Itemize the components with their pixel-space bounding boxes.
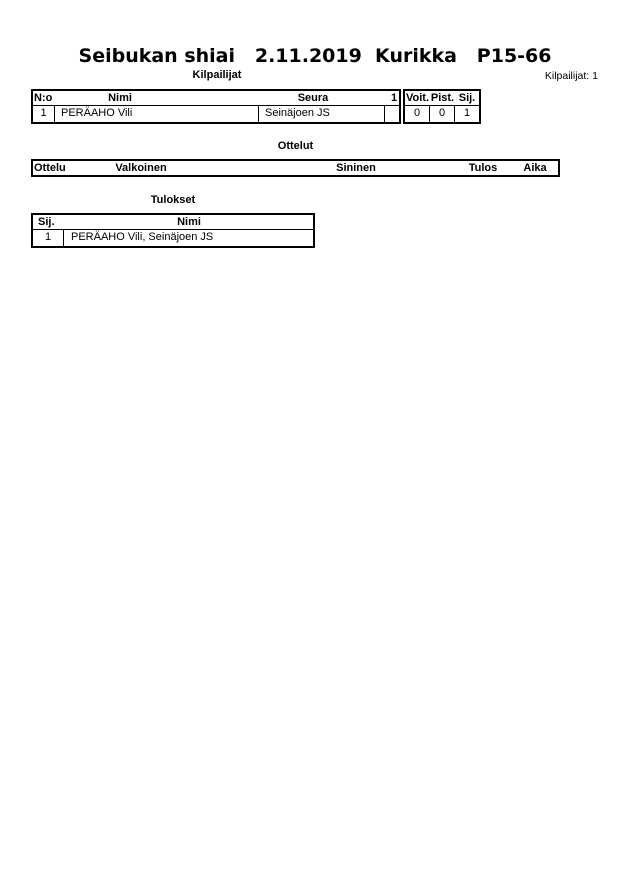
final-results-header (33, 215, 313, 230)
col-header-white: Valkoinen (115, 162, 167, 174)
col-header-place: Sij. (458, 92, 476, 104)
matches-table (31, 159, 560, 177)
cell-final-place: 1 (33, 230, 64, 246)
competitor-row (33, 106, 399, 122)
standings-row (405, 106, 479, 122)
col-header-match1: 1 (390, 92, 398, 104)
col-header-club: Seura (297, 92, 329, 104)
cell-place: 1 (463, 107, 471, 119)
matches-table-header (33, 161, 558, 175)
cell-competitor-match1 (385, 106, 399, 122)
cell-competitor-name: PERÄAHO Vili (55, 106, 259, 122)
col-header-no: N:o (34, 92, 53, 104)
final-result-row (33, 230, 313, 246)
cell-competitor-no: 1 (33, 106, 55, 122)
competitors-table-header (33, 91, 399, 106)
cell-competitor-club: Seinäjoen JS (259, 106, 385, 122)
page-title: Seibukan shiai 2.11.2019 Kurikka P15-66 (78, 45, 552, 67)
col-header-result: Tulos (468, 162, 498, 174)
competitor-standings-table (403, 89, 481, 124)
col-header-name: Nimi (108, 92, 132, 104)
cell-points: 0 (430, 106, 455, 122)
final-results-table (31, 213, 315, 248)
col-header-time: Aika (523, 162, 547, 174)
competitors-count: Kilpailijat: 1 (544, 70, 598, 82)
cell-wins: 0 (405, 106, 430, 122)
standings-table-header (405, 91, 479, 106)
col-header-points: Pist. (430, 92, 455, 104)
results-heading: Tulokset (150, 194, 196, 206)
col-header-final-place: Sij. (38, 216, 55, 228)
competitors-table (31, 89, 401, 124)
col-header-blue: Sininen (336, 162, 376, 174)
col-header-wins: Voit. (405, 92, 429, 104)
competitors-heading: Kilpailijat (192, 69, 242, 81)
col-header-final-name: Nimi (177, 216, 201, 228)
col-header-match: Ottelu (34, 162, 66, 174)
cell-final-name: PERÄAHO Vili, Seinäjoen JS (71, 231, 214, 243)
matches-heading: Ottelut (277, 140, 314, 152)
